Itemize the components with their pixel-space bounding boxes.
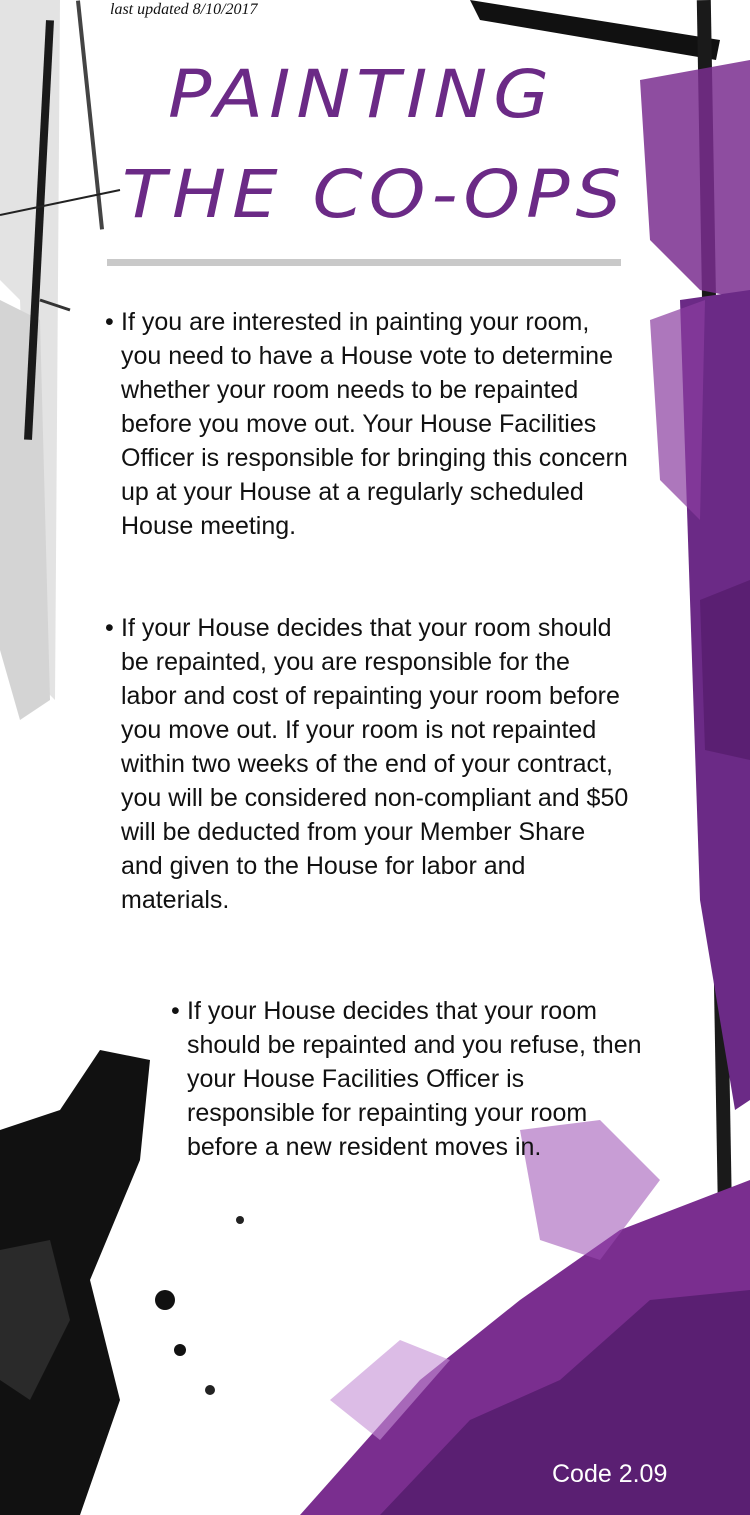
bullet-refusal [171,994,647,1164]
title-line-1: PAINTING [168,55,556,133]
bullet-text: If your House decides that your room should be repainted and you refuse, then your House Facilities Officer is responsible for repainting your room before a new resident moves in. [187,997,642,1161]
bullet-text: If your House decides that your room should be repainted, you are responsible for the labor and cost of repainting your room before you move out. If your room is not repainted within two weeks of the end of your contract, you will be considered non-compliant and $50 will be deducted from your Member Share and given to the House for labor and materials. [121,614,629,914]
bullet-house-vote [105,305,631,543]
bullet-dot-icon: • [105,614,114,642]
bullet-repaint-responsibility [105,611,631,917]
bullet-text: If you are interested in painting your room, you need to have a House vote to determine whether your room needs to be repainted before you move out. Your House Facilities Officer is responsible for bringing this concern up at your House at a regularly scheduled House meeting. [121,308,628,540]
title-divider [107,259,621,266]
last-updated-date: last updated 8/10/2017 [110,1,258,18]
bullet-dot-icon: • [105,308,114,336]
policy-code: Code 2.09 [552,1460,668,1488]
title-line-2: THE CO-OPS [122,155,628,233]
bullet-dot-icon: • [171,997,180,1025]
